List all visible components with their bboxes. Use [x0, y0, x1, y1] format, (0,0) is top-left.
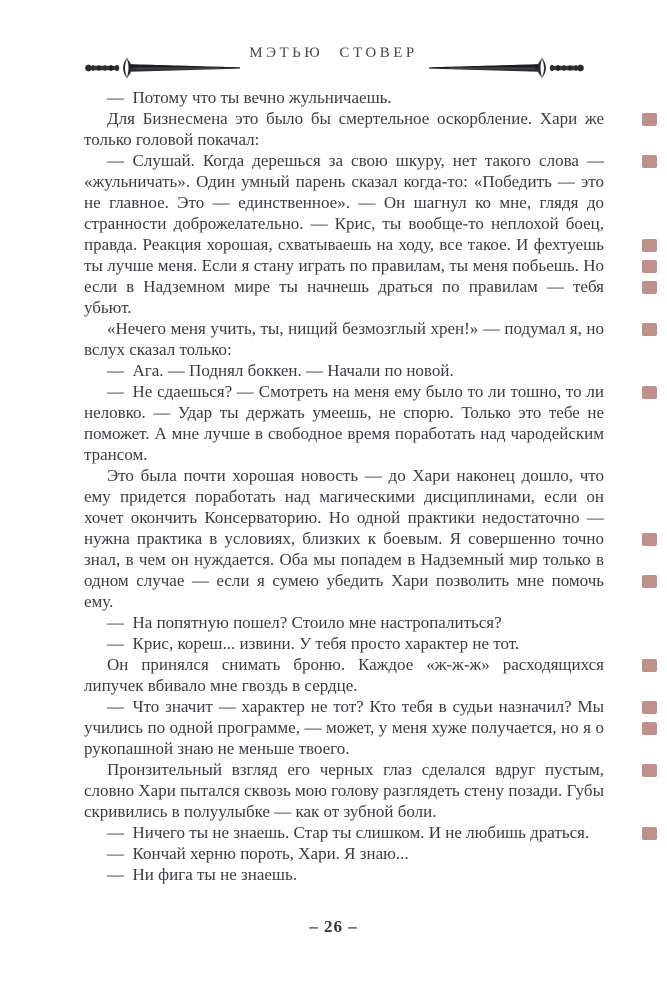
- paragraph: — На попятную пошел? Стоило мне настропалиться?: [107, 613, 502, 632]
- edge-mark: [642, 575, 657, 588]
- paragraph: «Нечего меня учить, ты, нищий безмозглый хрен!» — подумал я, но вслух сказал только:: [84, 319, 604, 359]
- paragraph: Он принялся снимать броню. Каждое «ж-ж-ж» расходящихся липучек вбивало мне гвоздь в сердце.: [84, 655, 604, 695]
- paragraph: — Ага. — Поднял боккен. — Начали по новой.: [107, 361, 454, 380]
- paragraph: — Кончай херню пороть, Хари. Я знаю...: [107, 844, 409, 863]
- edge-mark: [642, 155, 657, 168]
- paragraph: — Ни фига ты не знаешь.: [107, 865, 297, 884]
- paragraph: — Ничего ты не знаешь. Стар ты слишком. И не любишь драться.: [107, 823, 590, 842]
- sword-ornament-right-icon: [429, 56, 585, 80]
- page-number: – 26 –: [309, 917, 358, 936]
- paragraph: Пронзительный взгляд его черных глаз сделался вдруг пустым, словно Хари пытался сквозь мою голову разглядеть стену позади. Губы скривились в полуулыбке — как от зубной боли.: [84, 760, 604, 821]
- edge-mark: [642, 323, 657, 336]
- edge-mark: [642, 386, 657, 399]
- paragraph: Для Бизнесмена это было бы смертельное оскорбление. Хари же только головой покачал:: [84, 109, 604, 149]
- paragraph: — Потому что ты вечно жульничаешь.: [107, 88, 392, 107]
- paragraph: Это была почти хорошая новость — до Хари наконец дошло, что ему придется поработать над магическими дисциплинами, если он хочет окончить Консерваторию. Но одной практики недостаточно — нужна практика в условиях, близких к боевым. Я совершенно точно знал, в чем он нуждается. Оба мы попадем в Надземный мир только в одном случае — если я сумею убедить Хари позволить мне помочь ему.: [84, 466, 604, 611]
- paragraph: — Крис, кореш... извини. У тебя просто характер не тот.: [107, 634, 520, 653]
- running-header: [0, 42, 667, 84]
- paragraph: — Что значит — характер не тот? Кто тебя в судьи назначил? Мы учились по одной программе, — может, у меня хуже получается, но я о рукопашной знаю не меньше твоего.: [84, 697, 604, 758]
- running-header-author: МЭТЬЮ СТОВЕР: [249, 45, 418, 61]
- edge-mark: [642, 764, 657, 777]
- edge-mark: [642, 533, 657, 546]
- edge-mark: [642, 239, 657, 252]
- edge-mark: [642, 659, 657, 672]
- edge-mark: [642, 113, 657, 126]
- paragraph: — Не сдаешься? — Смотреть на меня ему было то ли тошно, то ли неловко. — Удар ты держать умеешь, не спорю. Только это тебе не поможет. А мне лучше в свободное время поработать над чародейским трансом.: [84, 382, 604, 464]
- edge-mark: [642, 827, 657, 840]
- edge-mark: [642, 701, 657, 714]
- edge-mark: [642, 722, 657, 735]
- edge-mark: [642, 260, 657, 273]
- page-footer: [0, 917, 667, 937]
- page-text: [84, 87, 604, 885]
- paragraph: — Слушай. Когда дерешься за свою шкуру, нет такого слова — «жульничать». Один умный парень сказал когда-то: «Победить — это не главное. Это — единственное». — Он шагнул ко мне, глядя до странности доброжелательно. — Крис, ты вообще-то неплохой боец, правда. Реакция хорошая, схватываешь на ходу, все такое. И фехтуешь ты лучше меня. Если я стану играть по правилам, ты меня побьешь. Но если в Надземном мире ты начнешь драться по правилам — тебя убьют.: [84, 151, 604, 317]
- edge-mark: [642, 281, 657, 294]
